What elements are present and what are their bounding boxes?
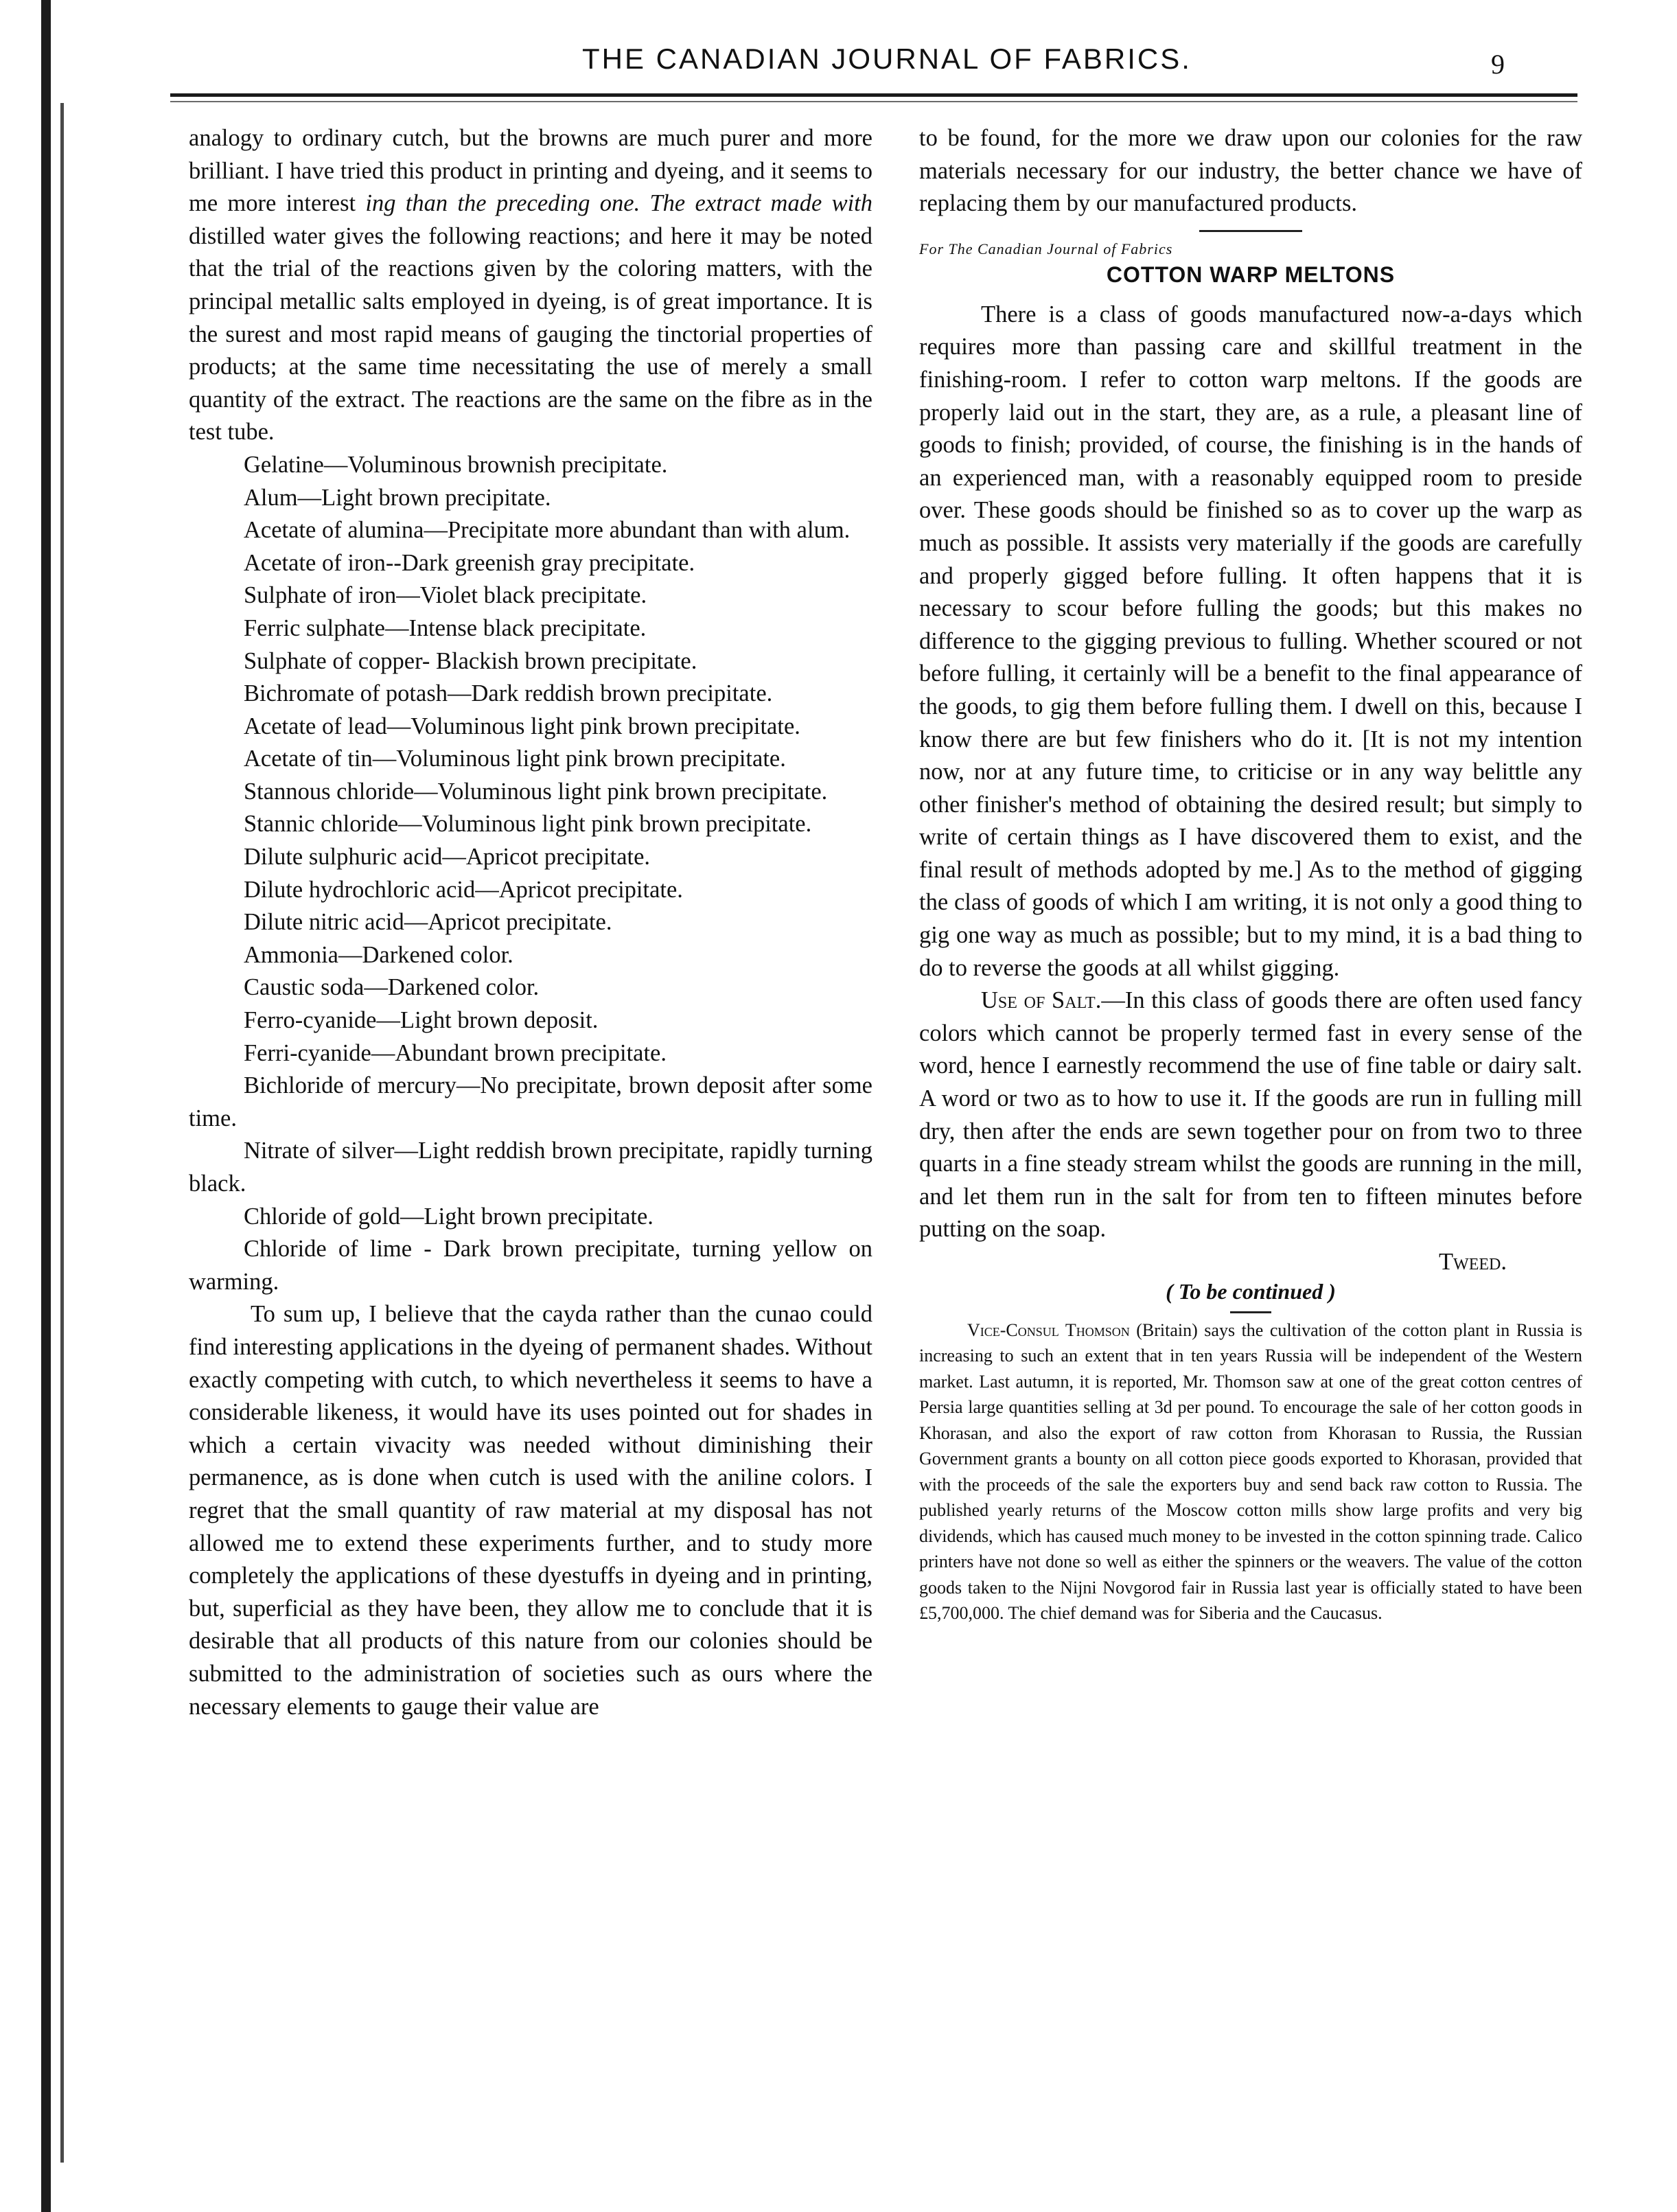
note-divider [1230,1311,1271,1313]
reaction-item: Caustic soda—Darkened color. [244,974,540,1001]
right-column [919,122,1582,1626]
reaction-item: Dilute sulphuric acid—Apricot precipitate. [244,844,651,871]
news-note-lead: Vice-Consul Thomson [967,1320,1130,1340]
binding-edge [41,0,51,2212]
page-number: 9 [1491,49,1505,80]
intro-text: analogy to ordinary cutch, but the browns are much purer and more brilliant. I have tried this product in printing and dyeing, and it seems to me more interest [189,125,872,217]
section-divider [1199,230,1302,232]
reaction-item: Bichloride of mercury—No precipitate, brown deposit after some time. [189,1072,872,1131]
left-column [189,122,872,1723]
reaction-item: Acetate of alumina—Precipitate more abundant than with alum. [244,517,851,544]
salt-paragraph [919,984,1582,1246]
reaction-item: Dilute nitric acid—Apricot precipitate. [244,909,612,936]
salt-text: —In this class of goods there are often used fancy colors which cannot be properly termed fast in every sense of the word, hence I earnestly recommend the use of fine table or dairy salt. A word or two as to how to use it. If the goods are run in fulling mill dry, then after the ends are sewn together pour on from two to three quarts in a fine steady stream whilst the goods are running in the mill, and let them run in the salt for from ten to fifteen minutes before putting on the soap. [919,987,1582,1243]
reaction-item: Stannic chloride—Voluminous light pink brown precipitate. [244,811,812,838]
reaction-item: Nitrate of silver—Light reddish brown precipitate, rapidly turning black. [189,1138,872,1197]
reaction-item: Sulphate of copper- Blackish brown precipitate. [244,647,697,674]
reaction-item: Ferro-cyanide—Light brown deposit. [244,1007,599,1034]
header-rule-thin [170,101,1577,102]
byline: For The Canadian Journal of Fabrics [919,240,1173,257]
intro-paragraph [189,122,872,449]
reaction-item: Alum—Light brown precipitate. [244,484,551,511]
reaction-item: Acetate of lead—Voluminous light pink brown precipitate. [244,713,800,739]
header-rule [170,93,1577,97]
reaction-item: Ferric sulphate—Intense black precipitate. [244,614,647,641]
reaction-item: Stannous chloride—Voluminous light pink brown precipitate. [244,778,828,805]
reaction-item: Dilute hydrochloric acid—Apricot precipitate. [244,876,683,903]
reaction-list [189,449,872,1298]
news-note [919,1317,1582,1626]
article-title: COTTON WARP MELTONS [1106,262,1396,287]
reaction-item: Bichromate of potash—Dark reddish brown precipitate. [244,680,773,707]
continued-note: ( To be continued ) [1166,1278,1336,1304]
reaction-item: Gelatine—Voluminous brownish precipitate. [244,451,668,478]
intro-italic-text: ing than the preceding one. The extract made with [365,190,872,217]
reaction-item: Acetate of tin—Voluminous light pink brown precipitate. [244,746,786,772]
author-signature: Tweed. [1438,1249,1507,1275]
reaction-item: Sulphate of iron—Violet black precipitate. [244,582,647,609]
reaction-item: Ferri-cyanide—Abundant brown precipitate. [244,1039,667,1066]
journal-title: THE CANADIAN JOURNAL OF FABRICS. [582,43,1192,75]
reaction-item: Chloride of gold—Light brown precipitate. [244,1203,654,1230]
article-paragraph: There is a class of goods manufactured now-a-days which requires more than passing care and skillful treatment in the finishing-room. I refer to cotton warp meltons. If the goods are properly laid out in the start, they are, as a rule, a pleasant line of goods to finish; provided, of course, the finishing is in the hands of an experienced man, with a reasonably equipped room to preside over. These goods should be finished so as to cover up the warp as much as possible. It assists very materially if the goods are carefully and properly gigged before fulling. It often happens that it is necessary to scour before fulling the goods; but this makes no difference to the gigging previous to fulling. Whether scoured or not before fulling, it certainly will be a benefit to the final appearance of the goods, to gig them before fulling them. I dwell on this, because I know there are but few finishers who do it. [It is not my intention now, nor at any future time, to criticise or in any way belittle any other finisher's method of obtaining the desired result; but simply to write of certain things as I have discovered them to exist, and the final result of methods adopted by me.] As to the method of gigging the class of goods of which I am writing, it is not only a good thing to gig one way as much as possible; but to my mind, it is a bad thing to do to reverse the goods at all whilst gigging. [919,301,1582,981]
binding-shadow [60,103,64,2163]
reaction-item: Acetate of iron--Dark greenish gray precipitate. [244,549,695,576]
news-note-text: (Britain) says the cultivation of the cotton plant in Russia is increasing to such an extent that in ten years Russia will be independent of the Western market. Last autumn, it is reported, Mr. Thomson saw at one of the great cotton centres of Persia large quantities selling at 3d per pound. To encourage the sale of her cotton goods in Khorasan, and also the export of raw cotton from Khorasan to Russia, the Russian Government grants a bounty on all cotton piece goods exported to Khorasan, provided that with the proceeds of the sale the exporters buy and send back raw cotton to Russia. The published yearly returns of the Moscow cotton mills show large profits and very big dividends, which has caused much money to be invested in the cotton spinning trade. Calico printers have not done so well as either the spinners or the weavers. The value of the cotton goods taken to the Nijni Novgorod fair in Russia last year is officially stated to have been £5,700,000. The chief demand was for Siberia and the Caucasus. [919,1320,1582,1624]
salt-lead-in: Use of Salt. [981,987,1102,1014]
reaction-item: Ammonia—Darkened color. [244,941,513,968]
reaction-item: Chloride of lime - Dark brown precipitate, turning yellow on warming. [189,1236,872,1295]
reaction-intro-text: distilled water gives the following reactions; and here it may be noted that the trial of the reactions given by the coloring matters, with the principal metallic salts employed in dyeing, is of great importance. It is the surest and most rapid means of gauging the tinctorial properties of products; at the same time necessitating the use of merely a small quantity of the extract. The reactions are the same on the fibre as in the test tube. [189,222,872,446]
continuation-paragraph: to be found, for the more we draw upon our colonies for the raw materials necessary for our industry, the better chance we have of replacing them by our manufactured products. [919,125,1582,217]
conclusion-paragraph: To sum up, I believe that the cayda rather than the cunao could find interesting applications in the dyeing of permanent shades. Without exactly competing with cutch, to which nevertheless it seems to have a considerable likeness, it would have its uses pointed out for shades in which a certain vivacity was needed without diminishing their permanence, as is done when cutch is used with the aniline colors. I regret that the small quantity of raw material at my disposal has not allowed me to extend these experiments further, and to study more completely the applications of these dyestuffs in dyeing and in printing, but, superficial as they have been, they allow me to conclude that it is desirable that all products of this nature from our colonies should be submitted to the administration of societies such as ours where the necessary elements to gauge their value are [189,1301,872,1720]
